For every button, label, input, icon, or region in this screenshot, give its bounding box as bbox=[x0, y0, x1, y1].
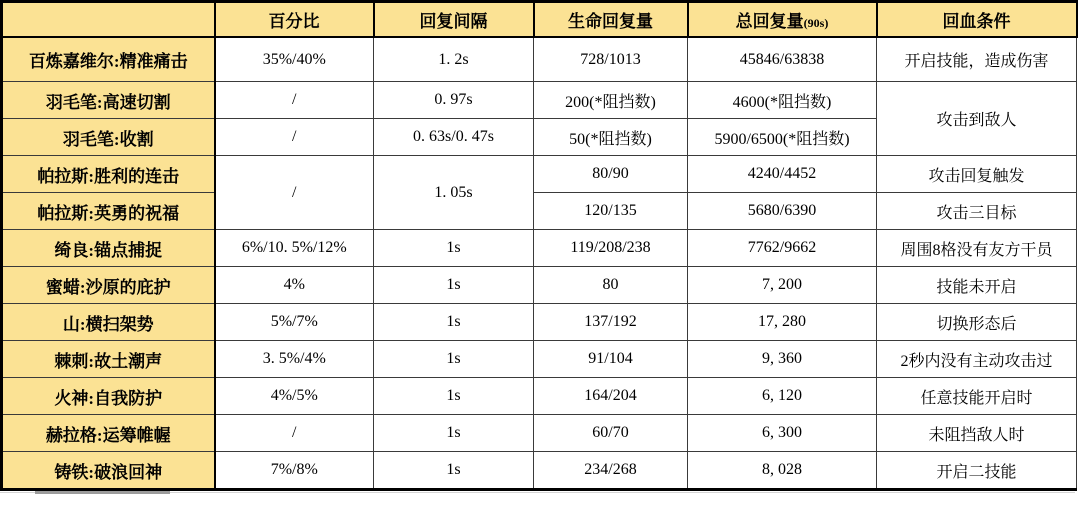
total-regen-cell: 7, 200 bbox=[688, 267, 877, 304]
interval-cell: 1s bbox=[374, 230, 534, 267]
hp-regen-cell: 137/192 bbox=[534, 304, 688, 341]
hp-regen-cell: 80 bbox=[534, 267, 688, 304]
header-cell-skill bbox=[2, 2, 215, 38]
condition-cell: 任意技能开启时 bbox=[877, 378, 1077, 415]
hp-regen-cell: 50(*阻挡数) bbox=[534, 119, 688, 156]
condition-cell: 切换形态后 bbox=[877, 304, 1077, 341]
skill-name-cell: 百炼嘉维尔:精准痛击 bbox=[2, 37, 215, 82]
hp-regen-cell: 200(*阻挡数) bbox=[534, 82, 688, 119]
condition-cell: 攻击回复触发 bbox=[877, 156, 1077, 193]
interval-cell-merged: 1. 05s bbox=[374, 156, 534, 230]
header-cell-interval: 回复间隔 bbox=[374, 2, 534, 38]
skill-name-cell: 铸铁:破浪回神 bbox=[2, 452, 215, 490]
interval-cell: 1s bbox=[374, 378, 534, 415]
header-cell-hp-regen: 生命回复量 bbox=[534, 2, 688, 38]
gray-segment bbox=[35, 491, 170, 494]
percent-cell: / bbox=[215, 82, 374, 119]
hp-regen-cell: 80/90 bbox=[534, 156, 688, 193]
percent-cell: 4% bbox=[215, 267, 374, 304]
condition-cell: 开启二技能 bbox=[877, 452, 1077, 490]
table-row bbox=[2, 82, 1077, 119]
percent-cell: / bbox=[215, 415, 374, 452]
interval-cell: 1s bbox=[374, 415, 534, 452]
skill-name-cell: 棘刺:故土潮声 bbox=[2, 341, 215, 378]
percent-cell: 5%/7% bbox=[215, 304, 374, 341]
condition-cell: 2秒内没有主动攻击过 bbox=[877, 341, 1077, 378]
interval-cell: 0. 63s/0. 47s bbox=[374, 119, 534, 156]
condition-cell: 周围8格没有友方干员 bbox=[877, 230, 1077, 267]
skill-name-cell: 绮良:锚点捕捉 bbox=[2, 230, 215, 267]
total-regen-cell: 9, 360 bbox=[688, 341, 877, 378]
total-regen-cell: 7762/9662 bbox=[688, 230, 877, 267]
next-row-sliver bbox=[0, 491, 1075, 496]
skill-name-cell: 帕拉斯:胜利的连击 bbox=[2, 156, 215, 193]
total-regen-cell: 4600(*阻挡数) bbox=[688, 82, 877, 119]
header-cell-total-regen bbox=[688, 2, 877, 38]
hp-regen-cell: 120/135 bbox=[534, 193, 688, 230]
skill-name-cell: 帕拉斯:英勇的祝福 bbox=[2, 193, 215, 230]
table-row bbox=[2, 230, 1077, 267]
condition-cell-merged: 攻击到敌人 bbox=[877, 82, 1077, 156]
hp-regen-cell: 60/70 bbox=[534, 415, 688, 452]
condition-cell: 技能未开启 bbox=[877, 267, 1077, 304]
total-regen-cell: 6, 120 bbox=[688, 378, 877, 415]
hp-regen-cell: 234/268 bbox=[534, 452, 688, 490]
header-cell-percent: 百分比 bbox=[215, 2, 374, 38]
table-row bbox=[2, 193, 1077, 230]
table-row bbox=[2, 304, 1077, 341]
condition-cell: 开启技能，造成伤害 bbox=[877, 37, 1077, 82]
percent-cell: 3. 5%/4% bbox=[215, 341, 374, 378]
percent-cell: 4%/5% bbox=[215, 378, 374, 415]
table-row bbox=[2, 378, 1077, 415]
interval-cell: 1s bbox=[374, 341, 534, 378]
table-row bbox=[2, 267, 1077, 304]
header-cell-condition: 回血条件 bbox=[877, 2, 1077, 38]
total-regen-cell: 17, 280 bbox=[688, 304, 877, 341]
total-regen-cell: 5680/6390 bbox=[688, 193, 877, 230]
total-regen-cell: 5900/6500(*阻挡数) bbox=[688, 119, 877, 156]
hp-regen-cell: 164/204 bbox=[534, 378, 688, 415]
skill-name-cell: 羽毛笔:收割 bbox=[2, 119, 215, 156]
skill-name-cell: 赫拉格:运筹帷幄 bbox=[2, 415, 215, 452]
percent-cell: 7%/8% bbox=[215, 452, 374, 490]
total-regen-cell: 6, 300 bbox=[688, 415, 877, 452]
total-regen-cell: 8, 028 bbox=[688, 452, 877, 490]
header-total-suffix: (90s) bbox=[803, 16, 829, 30]
skill-name-cell: 山:横扫架势 bbox=[2, 304, 215, 341]
total-regen-cell: 4240/4452 bbox=[688, 156, 877, 193]
table-row bbox=[2, 415, 1077, 452]
header-row bbox=[2, 2, 1077, 38]
table-row bbox=[2, 341, 1077, 378]
percent-cell: 35%/40% bbox=[215, 37, 374, 82]
percent-cell: / bbox=[215, 119, 374, 156]
condition-cell: 攻击三目标 bbox=[877, 193, 1077, 230]
interval-cell: 1s bbox=[374, 304, 534, 341]
percent-cell: 6%/10. 5%/12% bbox=[215, 230, 374, 267]
skill-name-cell: 羽毛笔:高速切割 bbox=[2, 82, 215, 119]
skill-name-cell: 蜜蜡:沙原的庇护 bbox=[2, 267, 215, 304]
header-total-label: 总回复量 bbox=[735, 12, 804, 31]
table-row bbox=[2, 452, 1077, 490]
total-regen-cell: 45846/63838 bbox=[688, 37, 877, 82]
condition-cell: 未阻挡敌人时 bbox=[877, 415, 1077, 452]
table-row bbox=[2, 156, 1077, 193]
interval-cell: 1s bbox=[374, 452, 534, 490]
hp-regen-cell: 91/104 bbox=[534, 341, 688, 378]
interval-cell: 1s bbox=[374, 267, 534, 304]
hp-regen-cell: 119/208/238 bbox=[534, 230, 688, 267]
hp-regen-cell: 728/1013 bbox=[534, 37, 688, 82]
percent-cell-merged: / bbox=[215, 156, 374, 230]
skill-name-cell: 火神:自我防护 bbox=[2, 378, 215, 415]
interval-cell: 1. 2s bbox=[374, 37, 534, 82]
interval-cell: 0. 97s bbox=[374, 82, 534, 119]
table-row bbox=[2, 37, 1077, 82]
